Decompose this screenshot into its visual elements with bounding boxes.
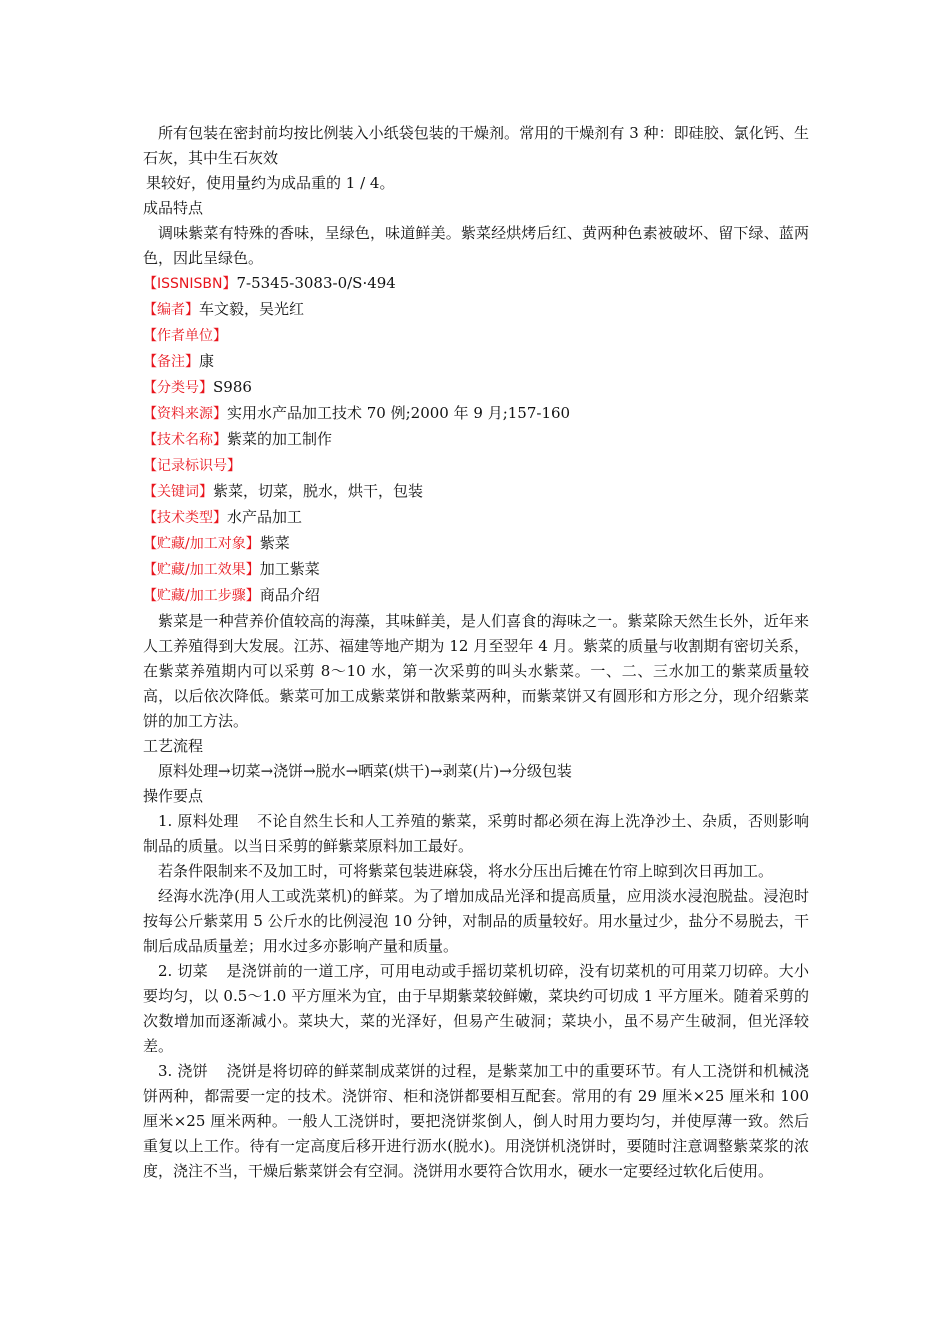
step-1-paragraph-3: 经海水洗净(用人工或洗菜机)的鲜菜。为了增加成品光泽和提高质量，应用淡水浸泡脱盐。浸泡时按每公斤紫菜用 5 公斤水的比例浸泡 10 分钟，对制品的质量较好。用水量过少，盐分不易脱去，干制后成品质量差；用水过多亦影响产量和质量。 bbox=[143, 887, 809, 955]
metadata-label: 【备注】 bbox=[143, 354, 199, 370]
metadata-row bbox=[143, 479, 809, 505]
metadata-label: 【技术名称】 bbox=[143, 432, 227, 448]
product-features-heading: 成品特点 bbox=[143, 199, 204, 217]
metadata-value: 7-5345-3083-0/S·494 bbox=[236, 274, 396, 292]
metadata-label: 【作者单位】 bbox=[143, 328, 227, 344]
metadata-row bbox=[143, 453, 809, 479]
intro-line-1: 所有包装在密封前均按比例装入小纸袋包装的干燥剂。常用的干燥剂有 3 种：即硅胶、氯化钙、生石灰，其中生石灰效 bbox=[143, 124, 809, 167]
metadata-value: 紫菜的加工制作 bbox=[227, 430, 333, 448]
step-2-title: 2. 切菜 bbox=[158, 962, 209, 980]
metadata-row bbox=[143, 557, 809, 583]
metadata-value: 实用水产品加工技术 70 例;2000 年 9 月;157-160 bbox=[227, 404, 571, 422]
metadata-label: 【分类号】 bbox=[143, 380, 213, 396]
step-3-paragraph bbox=[143, 1059, 809, 1184]
metadata-row bbox=[143, 583, 809, 609]
intro-line-2: 果较好，使用量约为成品重的 1 / 4。 bbox=[146, 174, 395, 192]
metadata-row bbox=[143, 349, 809, 375]
metadata-label: 【编者】 bbox=[143, 302, 199, 318]
metadata-value: 康 bbox=[199, 352, 215, 370]
metadata-row bbox=[143, 297, 809, 323]
step-2-text: 是浇饼前的一道工序，可用电动或手摇切菜机切碎，没有切菜机的可用菜刀切碎。大小要均匀，以 0.5～1.0 平方厘米为宜，由于早期紫菜较鲜嫩，菜块约可切成 1 平方厘米。随着采剪的次数增加而逐渐减小。菜块大，菜的光泽好，但易产生破洞；菜块小，虽不易产生破洞，但光泽较差。 bbox=[143, 962, 809, 1055]
metadata-list bbox=[143, 271, 809, 609]
metadata-value: 车文毅，吴光红 bbox=[199, 300, 305, 318]
metadata-label: 【ISSNISBN】 bbox=[143, 276, 237, 292]
operations-heading: 操作要点 bbox=[143, 787, 204, 805]
step-1-title: 1. 原料处理 bbox=[158, 812, 239, 830]
metadata-value: 加工紫菜 bbox=[259, 560, 320, 578]
metadata-value: S986 bbox=[213, 378, 252, 396]
metadata-label: 【贮藏/加工步骤】 bbox=[143, 588, 260, 604]
process-flow-text: 原料处理→切菜→浇饼→脱水→晒菜(烘干)→剥菜(片)→分级包装 bbox=[158, 762, 572, 780]
step-3-text: 浇饼是将切碎的鲜菜制成菜饼的过程，是紫菜加工中的重要环节。有人工浇饼和机械浇饼两种，都需要一定的技术。浇饼帘、柜和浇饼都要相互配套。常用的有 29 厘米×25 厘米和 100 厘米×25 厘米两种。一般人工浇饼时，要把浇饼浆倒人，倒人时用力要均匀，并使厚薄一致。然后重复以上工作。待有一定高度后移开进行沥水(脱水)。用浇饼机浇饼时，要随时注意调整紫菜浆的浓度，浇注不当，干燥后紫菜饼会有空洞。浇饼用水要符合饮用水，硬水一定要经过软化后使用。 bbox=[143, 1062, 809, 1180]
metadata-row bbox=[143, 323, 809, 349]
metadata-row bbox=[143, 375, 809, 401]
metadata-label: 【资料来源】 bbox=[143, 406, 227, 422]
step-2-paragraph bbox=[143, 959, 809, 1059]
product-intro-paragraph: 紫菜是一种营养价值较高的海藻，其味鲜美，是人们喜食的海味之一。紫菜除天然生长外，近年来人工养殖得到大发展。江苏、福建等地产期为 12 月至翌年 4 月。紫菜的质量与收割期有密切关系，在紫菜养殖期内可以采剪 8～10 水，第一次采剪的叫头水紫菜。一、二、三水加工的紫菜质量较高，以后依次降低。紫菜可加工成紫菜饼和散紫菜两种，而紫菜饼又有圆形和方形之分，现介绍紫菜饼的加工方法。 bbox=[143, 612, 809, 730]
metadata-value: 紫菜，切菜，脱水，烘干，包装 bbox=[213, 482, 424, 500]
metadata-row bbox=[143, 427, 809, 453]
metadata-row bbox=[143, 271, 809, 297]
metadata-label: 【技术类型】 bbox=[143, 510, 227, 526]
step-1-paragraph-2: 若条件限制来不及加工时，可将紫菜包装进麻袋，将水分压出后摊在竹帘上晾到次日再加工。 bbox=[158, 862, 774, 880]
step-1-text: 不论自然生长和人工养殖的紫菜，采剪时都必须在海上洗净沙土、杂质，否则影响制品的质量。以当日采剪的鲜紫菜原料加工最好。 bbox=[143, 812, 809, 855]
metadata-label: 【贮藏/加工对象】 bbox=[143, 536, 260, 552]
product-features-text: 调味紫菜有特殊的香味，呈绿色，味道鲜美。紫菜经烘烤后红、黄两种色素被破坏、留下绿、蓝两色，因此呈绿色。 bbox=[143, 224, 809, 267]
metadata-value: 水产品加工 bbox=[227, 508, 303, 526]
metadata-row bbox=[143, 401, 809, 427]
metadata-row bbox=[143, 531, 809, 557]
metadata-row bbox=[143, 505, 809, 531]
step-3-title: 3. 浇饼 bbox=[158, 1062, 209, 1080]
document-page bbox=[143, 121, 809, 1184]
metadata-label: 【关键词】 bbox=[143, 484, 213, 500]
metadata-label: 【贮藏/加工效果】 bbox=[143, 562, 260, 578]
step-1-paragraph bbox=[143, 809, 809, 859]
metadata-value: 紫菜 bbox=[259, 534, 290, 552]
metadata-label: 【记录标识号】 bbox=[143, 458, 241, 474]
process-flow-heading: 工艺流程 bbox=[143, 737, 204, 755]
intro-paragraph bbox=[143, 121, 809, 196]
metadata-value: 商品介绍 bbox=[259, 586, 320, 604]
